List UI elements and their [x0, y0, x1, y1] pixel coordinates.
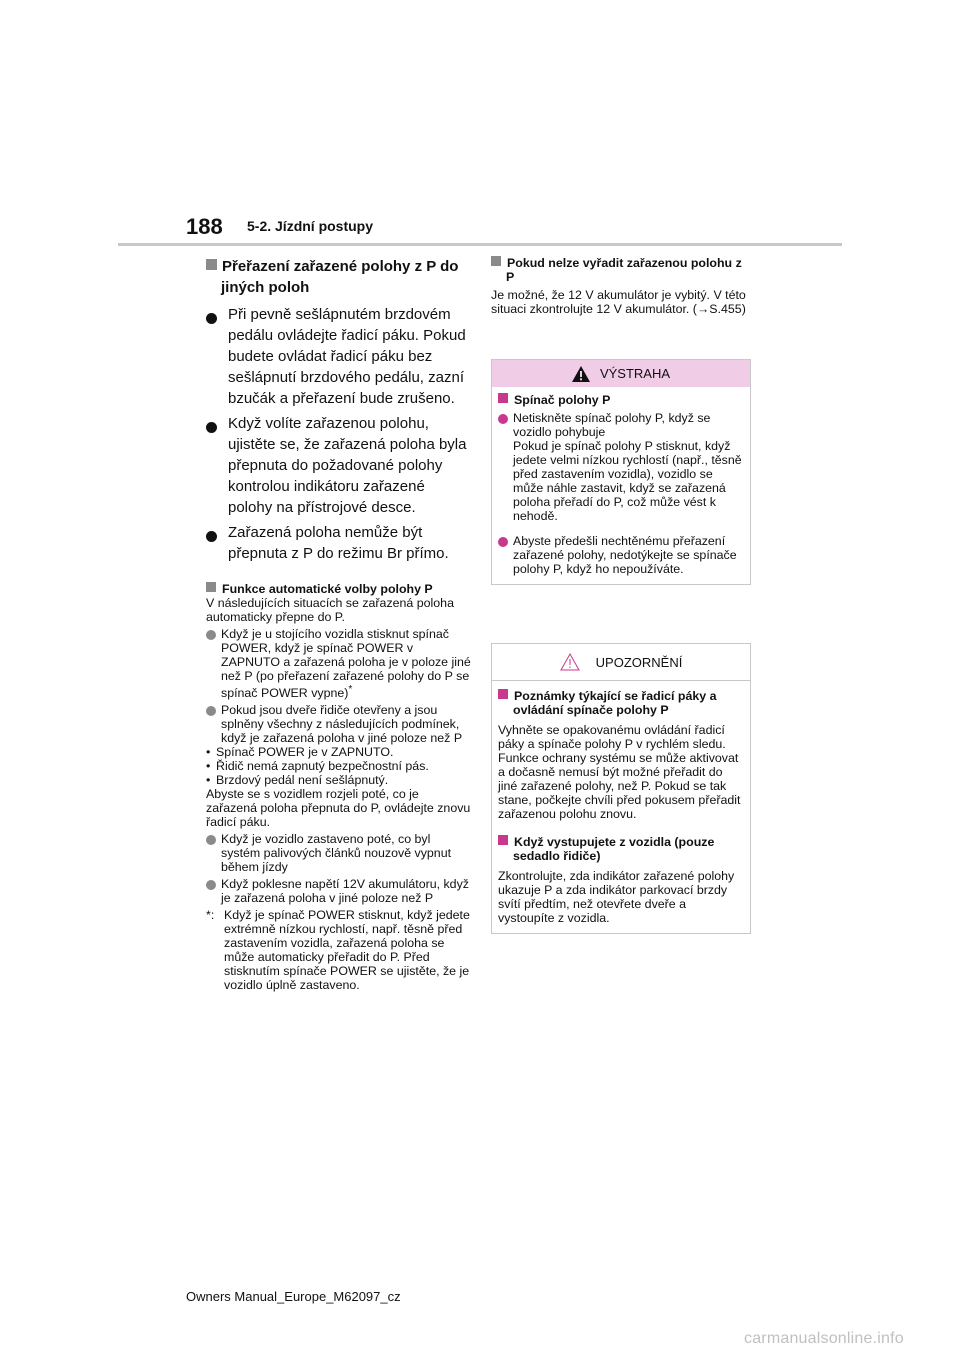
shift-heading: Přeřazení zařazené polohy z P do jiných poloh	[206, 256, 471, 298]
square-bullet-icon	[206, 259, 217, 270]
manual-footer: Owners Manual_Europe_M62097_cz	[186, 1289, 401, 1304]
warning-box	[491, 359, 751, 585]
section-title: 5-2. Jízdní postupy	[247, 218, 374, 234]
caution-triangle-icon	[560, 653, 580, 671]
left-column	[206, 256, 471, 992]
condition-item: • Řidič nemá zapnutý bezpečnostní pás.	[206, 759, 429, 774]
auto-p-item-4: Když poklesne napětí 12V akumulátoru, když je zařazená poloha v jiné poloze než P	[206, 877, 471, 905]
warning-heading: Spínač polohy P	[498, 393, 744, 407]
bullet-dot-icon	[498, 537, 508, 547]
notice-text-1a: Vyhněte se opakovanému ovládání řadicí páky a spínače polohy P v rychlém sledu.	[498, 723, 726, 751]
notice-heading-2: Když vystupujete z vozidla (pouze sedadlo řidiče)	[498, 835, 744, 863]
auto-p-item-3: Když je vozidlo zastaveno poté, co byl systém palivových článků nouzově vypnut během jízdy	[206, 832, 471, 874]
warning-item-2: Abyste předešli nechtěnému přeřazení zařazené polohy, nedotýkejte se spínače polohy P, když ho nepoužíváte.	[498, 534, 744, 576]
right-column	[491, 256, 749, 316]
watermark: carmanualsonline.info	[744, 1330, 904, 1347]
warning-body	[492, 387, 750, 584]
square-bullet-icon	[498, 835, 508, 845]
cannot-shift-text: Je možné, že 12 V akumulátor je vybitý. V této situaci zkontrolujte 12 V akumulátor. (→S.455)	[491, 288, 746, 316]
shift-bullet-2: Když volíte zařazenou polohu, ujistěte se, že zařazená poloha byla přepnuta do požadované polohy kontrolou indikátoru zařazené polohy na přístrojové desce.	[206, 413, 471, 518]
square-bullet-icon	[498, 689, 508, 699]
bullet-dot-icon	[206, 531, 217, 542]
auto-p-item-1: Když je u stojícího vozidla stisknut spínač POWER, když je spínač POWER v ZAPNUTO a zařazená poloha je v poloze jiné než P (po přeřazení zařazené polohy do P se spínač POWER vypne)*	[206, 627, 471, 700]
page-number: 188	[186, 214, 223, 239]
condition-item: • Brzdový pedál není sešlápnutý.	[206, 773, 389, 788]
auto-p-heading: Funkce automatické volby polohy P	[206, 582, 471, 596]
square-bullet-icon	[498, 393, 508, 403]
bullet-dot-icon	[206, 422, 217, 433]
warning-title: VÝSTRAHA	[599, 366, 671, 381]
notice-title: UPOZORNĚNÍ	[595, 654, 683, 670]
cannot-shift-heading: Pokud nelze vyřadit zařazenou polohu z P	[491, 256, 749, 284]
warning-header	[492, 360, 750, 387]
square-bullet-icon	[491, 256, 501, 266]
notice-text-1b: Funkce ochrany systému se může aktivovat a dočasně nemusí být možné přeřadit do jiné zařazené polohy, než P. Pokud se tak stane, počkejte chvíli před pokusem přeřadit zařazenou polohu znovu.	[498, 751, 741, 821]
warning-item-1: Netiskněte spínač polohy P, když se vozidlo pohybuje Pokud je spínač polohy P stisknut, když jedete velmi nízkou rychlostí (např., těsně před zastavením vozidla), vozidlo se může náhle zastavit, když se zařazená poloha přeřadí do P, což může vést k nehodě.	[498, 411, 744, 523]
bullet-dot-icon	[206, 835, 216, 845]
auto-p-item-2: Pokud jsou dveře řidiče otevřeny a jsou splněny všechny z následujících podmínek, když je zařazená poloha v jiné poloze než P	[206, 703, 471, 745]
footnote-mark: *	[348, 684, 353, 695]
condition-item: • Spínač POWER je v ZAPNUTO.	[206, 745, 394, 760]
footnote: *: Když je spínač POWER stisknut, když jedete extrémně nízkou rychlostí, např. těsně před zastavením vozidla, zařazená poloha se může automaticky přeřadit do P. Před stisknutím spínače POWER se ujistěte, že je vozidlo úplně zastaveno.	[206, 908, 470, 993]
notice-body	[492, 681, 750, 933]
bullet-dot-icon	[498, 414, 508, 424]
bullet-dot-icon	[206, 706, 216, 716]
shift-bullet-1: Při pevně sešlápnutém brzdovém pedálu ovládejte řadicí páku. Pokud budete ovládat řadicí páku bez sešlápnutí brzdového pedálu, zazní bzučák a přeřazení bude zrušeno.	[206, 304, 471, 409]
auto-p-after: Abyste se s vozidlem rozjeli poté, co je zařazená poloha přepnuta do P, ovládejte znovu řadicí páku.	[206, 787, 471, 830]
auto-p-intro: V následujících situacích se zařazená poloha automaticky přepne do P.	[206, 596, 454, 624]
notice-heading-1: Poznámky týkající se řadicí páky a ovládání spínače polohy P	[498, 689, 744, 717]
square-bullet-icon	[206, 582, 216, 592]
notice-text-2: Zkontrolujte, zda indikátor zařazené polohy ukazuje P a zda indikátor parkovací brzdy svítí předtím, než otevřete dveře a vystoupíte z vozidla.	[498, 869, 735, 925]
warning-triangle-icon	[572, 366, 590, 382]
bullet-dot-icon	[206, 630, 216, 640]
header-rule	[118, 243, 842, 246]
bullet-dot-icon	[206, 313, 217, 324]
shift-bullet-3: Zařazená poloha nemůže být přepnuta z P do režimu Br přímo.	[206, 522, 471, 564]
notice-box	[491, 643, 751, 934]
notice-header	[492, 644, 750, 681]
bullet-dot-icon	[206, 880, 216, 890]
